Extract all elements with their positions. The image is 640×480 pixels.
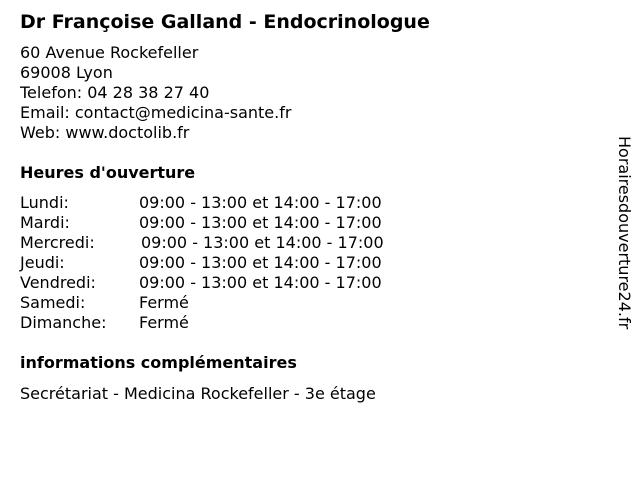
web-line: Web: www.doctolib.fr xyxy=(20,123,190,142)
address-street: 60 Avenue Rockefeller xyxy=(20,43,199,62)
address-city: 69008 Lyon xyxy=(20,63,113,82)
day-label: Dimanche: xyxy=(20,313,107,332)
phone-line: Telefon: 04 28 38 27 40 xyxy=(20,83,210,102)
day-hours: 09:00 - 13:00 et 14:00 - 17:00 xyxy=(139,273,382,292)
info-heading: informations complémentaires xyxy=(20,353,297,372)
day-hours: 09:00 - 13:00 et 14:00 - 17:00 xyxy=(139,213,382,232)
site-watermark: Horairesdouverture24.fr xyxy=(615,136,634,330)
email-line: Email: contact@medicina-sante.fr xyxy=(20,103,292,122)
contact-block xyxy=(20,43,291,143)
day-label: Jeudi: xyxy=(20,253,65,272)
day-label: Vendredi: xyxy=(20,273,96,292)
day-hours: Fermé xyxy=(139,313,189,332)
day-label: Mercredi: xyxy=(20,233,95,252)
day-label: Mardi: xyxy=(20,213,70,232)
day-hours: 09:00 - 13:00 et 14:00 - 17:00 xyxy=(139,253,382,272)
day-label: Samedi: xyxy=(20,293,86,312)
info-text: Secrétariat - Medicina Rockefeller - 3e étage xyxy=(20,384,376,403)
day-hours: 09:00 - 13:00 et 14:00 - 17:00 xyxy=(141,233,384,252)
page-title: Dr Françoise Galland - Endocrinologue xyxy=(20,11,430,33)
day-hours: 09:00 - 13:00 et 14:00 - 17:00 xyxy=(139,193,382,212)
day-label: Lundi: xyxy=(20,193,69,212)
day-hours: Fermé xyxy=(139,293,189,312)
hours-heading: Heures d'ouverture xyxy=(20,163,196,182)
